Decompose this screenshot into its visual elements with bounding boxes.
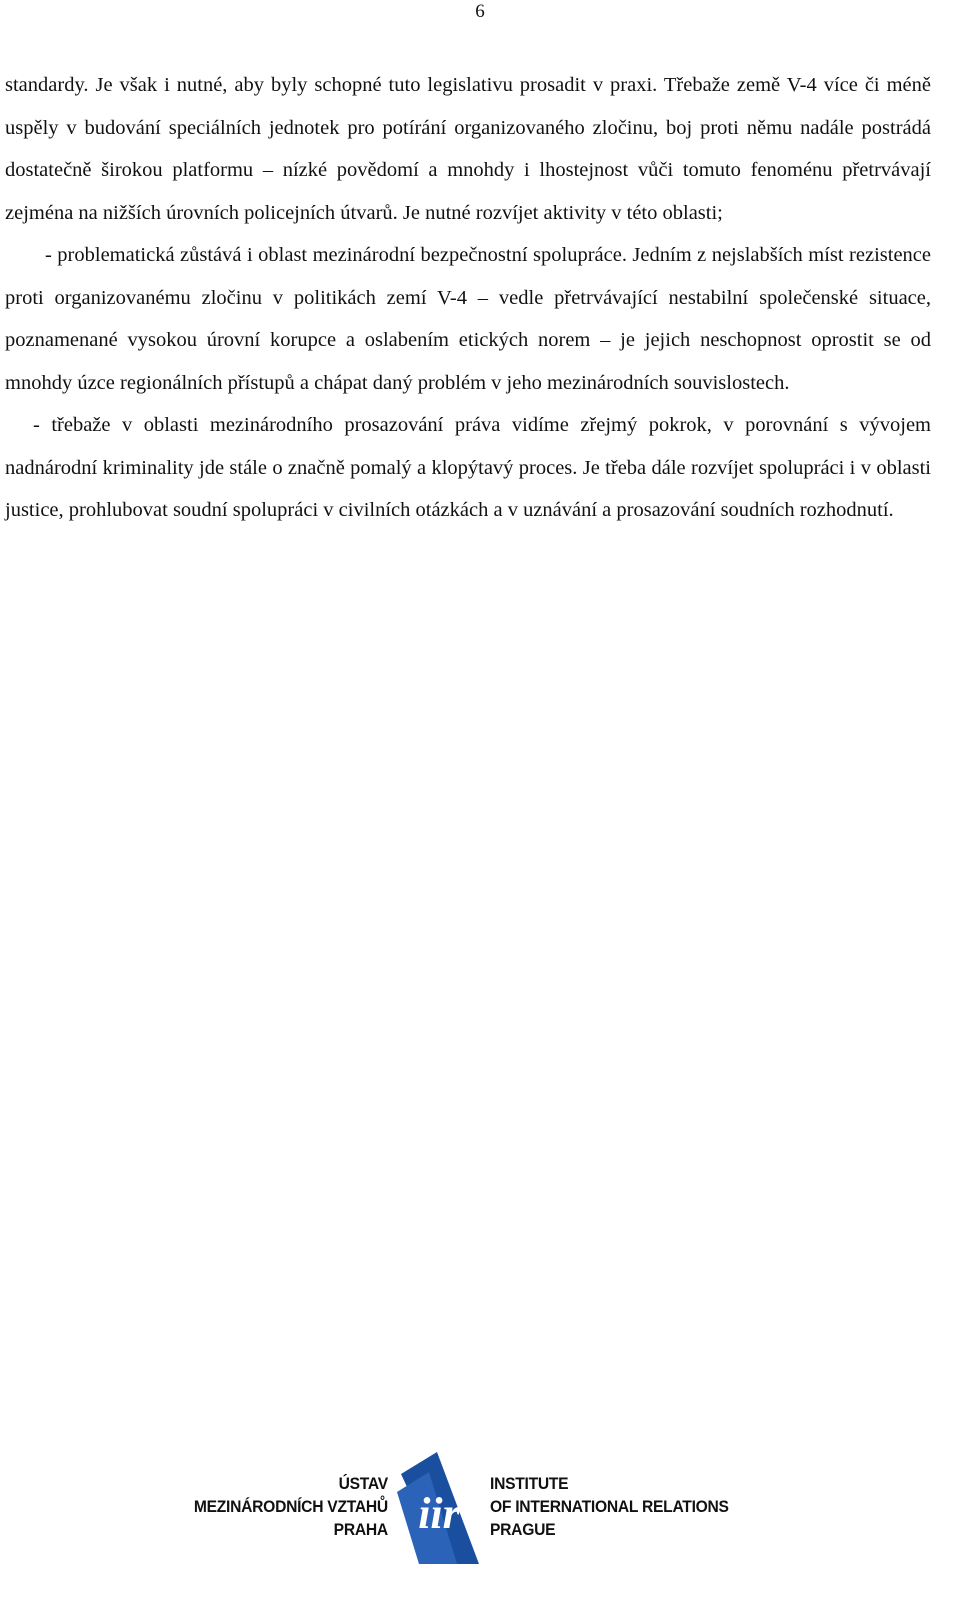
page-number: 6 [475, 1, 485, 22]
iir-logo [155, 1452, 780, 1564]
paragraph-1: standardy. Je však i nutné, aby byly schopné tuto legislativu prosadit v praxi. Třebaže země V-4 více či méně uspěly v budování speciálních jednotek pro potírání organizovaného zločinu, boj proti němu nadále postrádá dostatečně širokou platformu – nízké povědomí a mnohdy i lhostejnost vůči tomuto fenoménu přetrvávají zejména na nižších úrovních policejních útvarů. Je nutné rozvíjet aktivity v této oblasti; [5, 74, 931, 224]
logo-czech-text [194, 1472, 388, 1541]
logo-en-line-1: INSTITUTE [490, 1474, 569, 1493]
paragraph-2: - problematická zůstává i oblast mezinárodní bezpečnostní spolupráce. Jedním z nejslabších míst rezistence proti organizovanému zločinu v politikách zemí V-4 – vedle přetrvávající nestabilní společenské situace, poznamenané vysokou úrovní korupce a oslabením etických norem – je jejich neschopnost oprostit se od mnohdy úzce regionálních přístupů a chápat daný problém v jeho mezinárodních souvislostech. [5, 244, 931, 394]
document-body [5, 64, 931, 532]
logo-english-text [490, 1472, 729, 1541]
logo-cz-line-1: ÚSTAV [338, 1474, 388, 1493]
iir-emblem-icon [395, 1452, 485, 1564]
paragraph-3: - třebaže v oblasti mezinárodního prosazování práva vidíme zřejmý pokrok, v porovnání s vývojem nadnárodní kriminality jde stále o značně pomalý a klopýtavý proces. Je třeba dále rozvíjet spolupráci i v oblasti justice, prohlubovat soudní spolupráci v civilních otázkách a v uznávání a prosazování soudních rozhodnutí. [5, 414, 931, 521]
logo-en-line-3: PRAGUE [490, 1520, 556, 1539]
logo-cz-line-2: MEZINÁRODNÍCH VZTAHŮ [193, 1497, 388, 1516]
logo-cz-line-3: PRAHA [333, 1520, 388, 1539]
logo-en-line-2: OF INTERNATIONAL RELATIONS [490, 1497, 729, 1516]
logo-mark-text: iir [418, 1489, 460, 1538]
